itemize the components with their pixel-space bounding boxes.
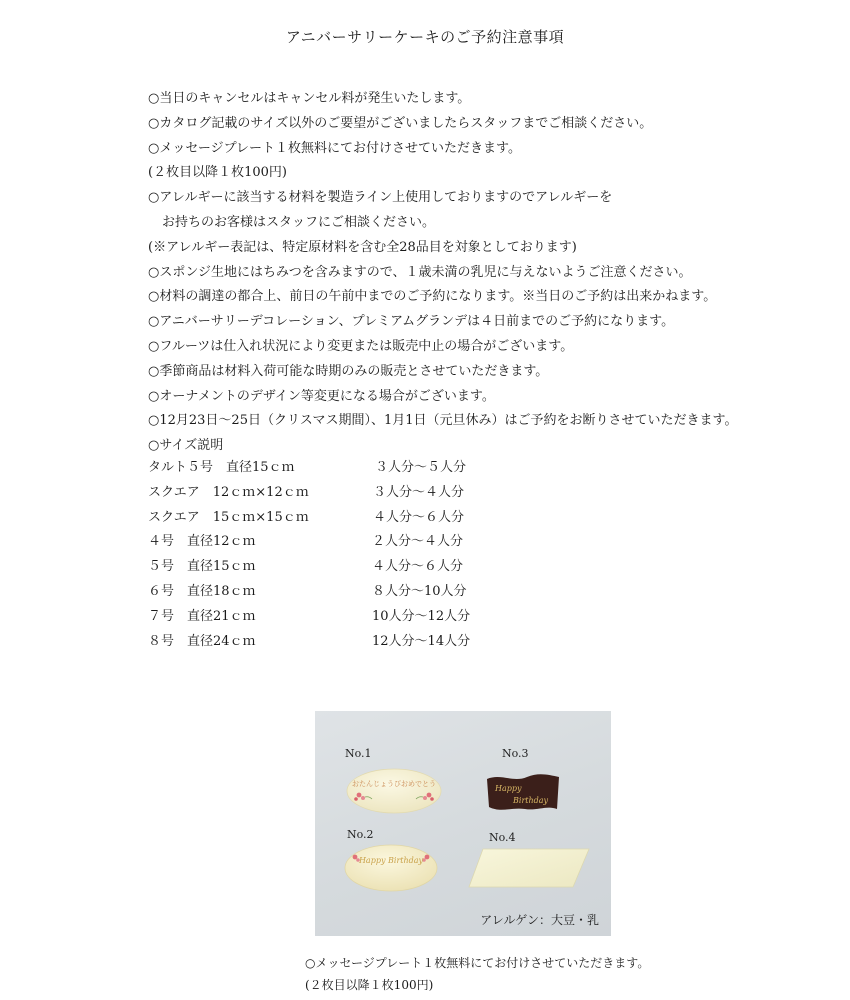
plate-no1 xyxy=(345,767,443,815)
caption-line: ○メッセージプレート１枚無料にてお付けさせていただきます。 xyxy=(305,956,650,970)
size-label: ４号 直径12ｃｍ xyxy=(148,534,256,550)
size-row xyxy=(148,605,668,630)
size-servings: ２人分～４人分 xyxy=(372,534,464,550)
size-label: ８号 直径24ｃｍ xyxy=(148,633,256,649)
message-plate-photo xyxy=(315,711,611,936)
size-row xyxy=(148,506,668,531)
size-servings: ４人分～６人分 xyxy=(372,559,464,575)
plate-no3-text: Birthday xyxy=(513,796,549,805)
plate-no1-text: おたんじょうびおめでとう xyxy=(352,780,436,788)
size-row xyxy=(148,481,668,506)
note-item: (※アレルギー表記は、特定原材料を含む全28品目を対象としております) xyxy=(148,239,577,255)
size-servings: ４人分～６人分 xyxy=(373,509,465,525)
plate-no2-text: Happy Birthday xyxy=(358,856,424,865)
note-item: お持ちのお客様はスタッフにご相談ください。 xyxy=(162,214,436,230)
note-item: ○メッセージプレート１枚無料にてお付けさせていただきます。 xyxy=(148,140,522,156)
plate-no3-text: Happy xyxy=(495,784,522,793)
plate-no4 xyxy=(465,845,593,891)
size-label: タルト５号 直径15ｃｍ xyxy=(148,460,295,475)
photo-caption xyxy=(305,952,649,996)
size-row xyxy=(148,456,668,481)
plate-label-no1: No.1 xyxy=(345,747,372,760)
note-item: ○アニバーサリーデコレーション、プレミアムグランデは４日前までのご予約になります。 xyxy=(148,314,675,330)
note-item: (２枚目以降１枚100円) xyxy=(148,165,287,181)
allergen-label: アレルゲン：大豆・乳 xyxy=(480,913,599,927)
plate-no2 xyxy=(343,843,439,893)
note-item: ○季節商品は材料入荷可能な時期のみの販売とさせていただきます。 xyxy=(148,363,549,379)
size-servings: ３人分～５人分 xyxy=(375,460,467,475)
caption-line: (２枚目以降１枚100円) xyxy=(305,978,434,992)
note-item: ○サイズ説明 xyxy=(148,438,224,454)
size-label: ７号 直径21ｃｍ xyxy=(148,608,256,624)
size-row xyxy=(148,580,668,605)
size-servings: 10人分～12人分 xyxy=(372,608,471,624)
notes-list xyxy=(148,87,828,459)
size-row xyxy=(148,530,668,555)
size-row xyxy=(148,630,668,655)
plate-no3 xyxy=(483,771,563,815)
size-servings: ３人分～４人分 xyxy=(373,484,465,500)
plate-label-no2: No.2 xyxy=(347,828,374,841)
note-item: ○オーナメントのデザイン等変更になる場合がございます。 xyxy=(148,388,495,404)
size-label: スクエア 15ｃｍ×15ｃｍ xyxy=(148,509,309,525)
size-table xyxy=(148,456,668,654)
plate-label-no3: No.3 xyxy=(502,747,529,760)
note-item: ○当日のキャンセルはキャンセル料が発生いたします。 xyxy=(148,91,471,106)
size-row xyxy=(148,555,668,580)
page-title: アニバーサリーケーキのご予約注意事項 xyxy=(285,28,565,46)
size-label: スクエア 12ｃｍ×12ｃｍ xyxy=(148,484,309,500)
note-item: ○アレルギーに該当する材料を製造ライン上使用しておりますのでアレルギーを xyxy=(148,190,613,206)
size-servings: ８人分～10人分 xyxy=(372,583,467,599)
note-item: ○カタログ記載のサイズ以外のご要望がございましたらスタッフまでご相談ください。 xyxy=(148,115,653,131)
size-servings: 12人分～14人分 xyxy=(372,633,471,649)
plate-label-no4: No.4 xyxy=(489,831,516,844)
note-item: ○12月23日～25日（クリスマス期間）、1月1日（元旦休み）はご予約をお断りさせていただきます。 xyxy=(148,413,738,429)
note-item: ○フルーツは仕入れ状況により変更または販売中止の場合がございます。 xyxy=(148,338,574,354)
size-label: ６号 直径18ｃｍ xyxy=(148,583,256,599)
size-label: ５号 直径15ｃｍ xyxy=(148,559,256,575)
note-item: ○材料の調達の都合上、前日の午前中までのご予約になります。※当日のご予約は出来かねます。 xyxy=(148,289,717,305)
note-item: ○スポンジ生地にはちみつを含みますので、１歳未満の乳児に与えないようご注意ください。 xyxy=(148,264,692,280)
